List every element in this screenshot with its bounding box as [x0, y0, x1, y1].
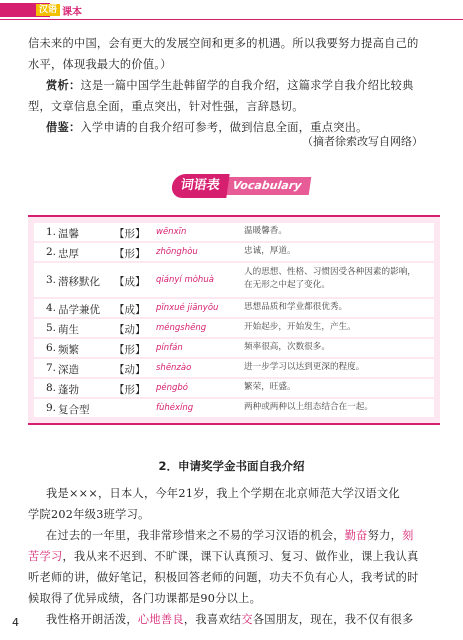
- vocab-row: [34, 399, 434, 417]
- vocab-row: [34, 359, 434, 377]
- vocab-definition: 温暖馨香。: [244, 226, 287, 236]
- vocab-pinyin: zhōnghòu: [156, 247, 198, 257]
- vocab-number: 3.: [46, 274, 57, 286]
- vocab-row: [34, 379, 434, 397]
- vocab-number: 2.: [46, 246, 57, 258]
- source-note: （摘者徐索改写自网络）: [302, 135, 423, 148]
- vocab-pinyin: qiányí mòhuà: [156, 275, 214, 285]
- appreciation-text: 这是一篇中国学生赴韩留学的自我介绍，这篇求学自我介绍比较典: [80, 79, 414, 92]
- highlight-word: 刻: [402, 529, 414, 542]
- essay-p3-line-1: [46, 609, 446, 630]
- vocab-definition: 思想品质和学业都很优秀。: [244, 302, 348, 312]
- highlight-word: 苦学习: [28, 550, 63, 563]
- reference-text: 入学申请的自我介绍可参考，做到信息全面，重点突出。: [80, 121, 368, 134]
- appreciation-line-2: 型，文章信息全面，重点突出，针对性强，言辞恳切。: [28, 100, 304, 113]
- vocabulary-table: [28, 215, 440, 425]
- intro-line-2: 水平，体现我最大的价值。）: [28, 58, 172, 71]
- highlight-word: 交: [241, 613, 253, 626]
- page-header: [0, 0, 463, 22]
- vocabulary-title-en: Vocabulary: [223, 177, 312, 195]
- essay-text: 努力，: [367, 529, 403, 542]
- essay-p1-line-1: 我是×××，日本人，今年21岁，我上个学期在北京师范大学汉语文化: [46, 487, 401, 500]
- vocab-word: 复合型: [58, 404, 90, 416]
- essay-p2-line-1: [46, 525, 446, 546]
- vocab-pos: 【成】: [114, 304, 146, 316]
- header-rule: [0, 19, 463, 20]
- vocab-pinyin: méngshēng: [156, 323, 207, 333]
- vocab-word: 品学兼优: [58, 304, 100, 316]
- header-title: 课本: [62, 7, 82, 18]
- essay-text: ，我喜欢结: [183, 613, 242, 626]
- essay-text: 在过去的一年里，我非常珍惜来之不易的学习汉语的机会，: [46, 529, 345, 542]
- essay-p2-line-4: 候取得了优异成绩，各门功课都是90分以上。: [28, 592, 262, 605]
- vocab-number: 9.: [46, 402, 57, 414]
- vocab-definition: 频率很高，次数很多。: [244, 342, 330, 352]
- vocab-pos: 【形】: [114, 344, 146, 356]
- vocab-pinyin: pínfán: [156, 343, 183, 353]
- vocab-pinyin: pǐnxué jiānyōu: [156, 303, 219, 313]
- vocab-word: 温馨: [58, 228, 79, 240]
- appreciation-label: 赏析：: [46, 78, 81, 92]
- vocabulary-badge: [172, 174, 310, 198]
- vocab-row: [34, 223, 434, 241]
- vocab-definition: 开始起步，开始发生，产生。: [244, 322, 356, 332]
- vocab-pos: 【形】: [114, 248, 146, 260]
- intro-line-1: 信未来的中国，会有更大的发展空间和更多的机遇。所以我要努力提高自己的: [28, 37, 419, 50]
- vocab-row: [34, 263, 434, 297]
- vocab-word: 忠厚: [58, 248, 79, 260]
- vocab-number: 4.: [46, 302, 57, 314]
- vocab-pos: 【形】: [114, 384, 146, 396]
- vocab-pinyin: shēnzào: [156, 363, 192, 373]
- vocab-pos: 【形】: [114, 228, 146, 240]
- vocab-row: [34, 243, 434, 261]
- reference-label: 借鉴：: [46, 120, 81, 134]
- vocab-pos: 【成】: [114, 276, 146, 288]
- vocab-number: 1.: [46, 226, 57, 238]
- vocab-word: 深造: [58, 364, 79, 376]
- essay-title: 2．申请奖学金书面自我介绍: [158, 459, 305, 473]
- vocab-row: [34, 339, 434, 357]
- vocab-definition: 两种或两种以上组态结合在一起。: [244, 402, 373, 412]
- essay-p1-line-2: 学院202年级3班学习。: [28, 508, 150, 521]
- vocab-pinyin: fùhéxíng: [156, 403, 194, 413]
- vocab-pinyin: wēnxīn: [156, 227, 187, 237]
- vocab-definition: 人的思想、性格、习惯因受各种因素的影响，在无形之中起了变化。: [244, 267, 416, 290]
- vocab-number: 5.: [46, 322, 57, 334]
- appreciation-line-1: [46, 75, 438, 96]
- vocab-word: 潜移默化: [58, 276, 100, 288]
- essay-text: 各国朋友，现在，我不仅有很多: [252, 613, 414, 626]
- vocab-number: 8.: [46, 382, 57, 394]
- vocab-definition: 忠诚，厚道。: [244, 246, 296, 256]
- essay-p2-line-2: [28, 546, 438, 567]
- vocab-word: 频繁: [58, 344, 79, 356]
- vocab-number: 7.: [46, 362, 57, 374]
- vocab-pinyin: péngbó: [156, 383, 189, 393]
- vocab-pos: 【动】: [114, 364, 146, 376]
- essay-p2-line-3: 听老师的讲，做好笔记，积极回答老师的问题，功夫不负有心人，我考试的时: [28, 571, 419, 584]
- vocab-row: [34, 319, 434, 337]
- vocabulary-title-cn: 词语表: [170, 174, 229, 198]
- vocab-row: [34, 299, 434, 317]
- vocab-word: 蓬勃: [58, 384, 79, 396]
- header-tag: 汉语: [36, 4, 60, 16]
- vocab-pos: 【动】: [114, 324, 146, 336]
- highlight-word: 勤奋: [344, 529, 368, 542]
- vocab-definition: 繁荣，旺盛。: [244, 382, 296, 392]
- essay-text: 我性格开朗活泼，: [46, 613, 138, 626]
- vocab-definition: 进一步学习以达到更深的程度。: [244, 362, 365, 372]
- vocab-word: 萌生: [58, 324, 79, 336]
- page-number: 4: [12, 616, 19, 629]
- essay-text: ，我从来不迟到、不旷课，课下认真预习、复习、做作业，课上我认真: [62, 550, 419, 563]
- highlight-word: 心地善良: [137, 613, 184, 626]
- vocab-number: 6.: [46, 342, 57, 354]
